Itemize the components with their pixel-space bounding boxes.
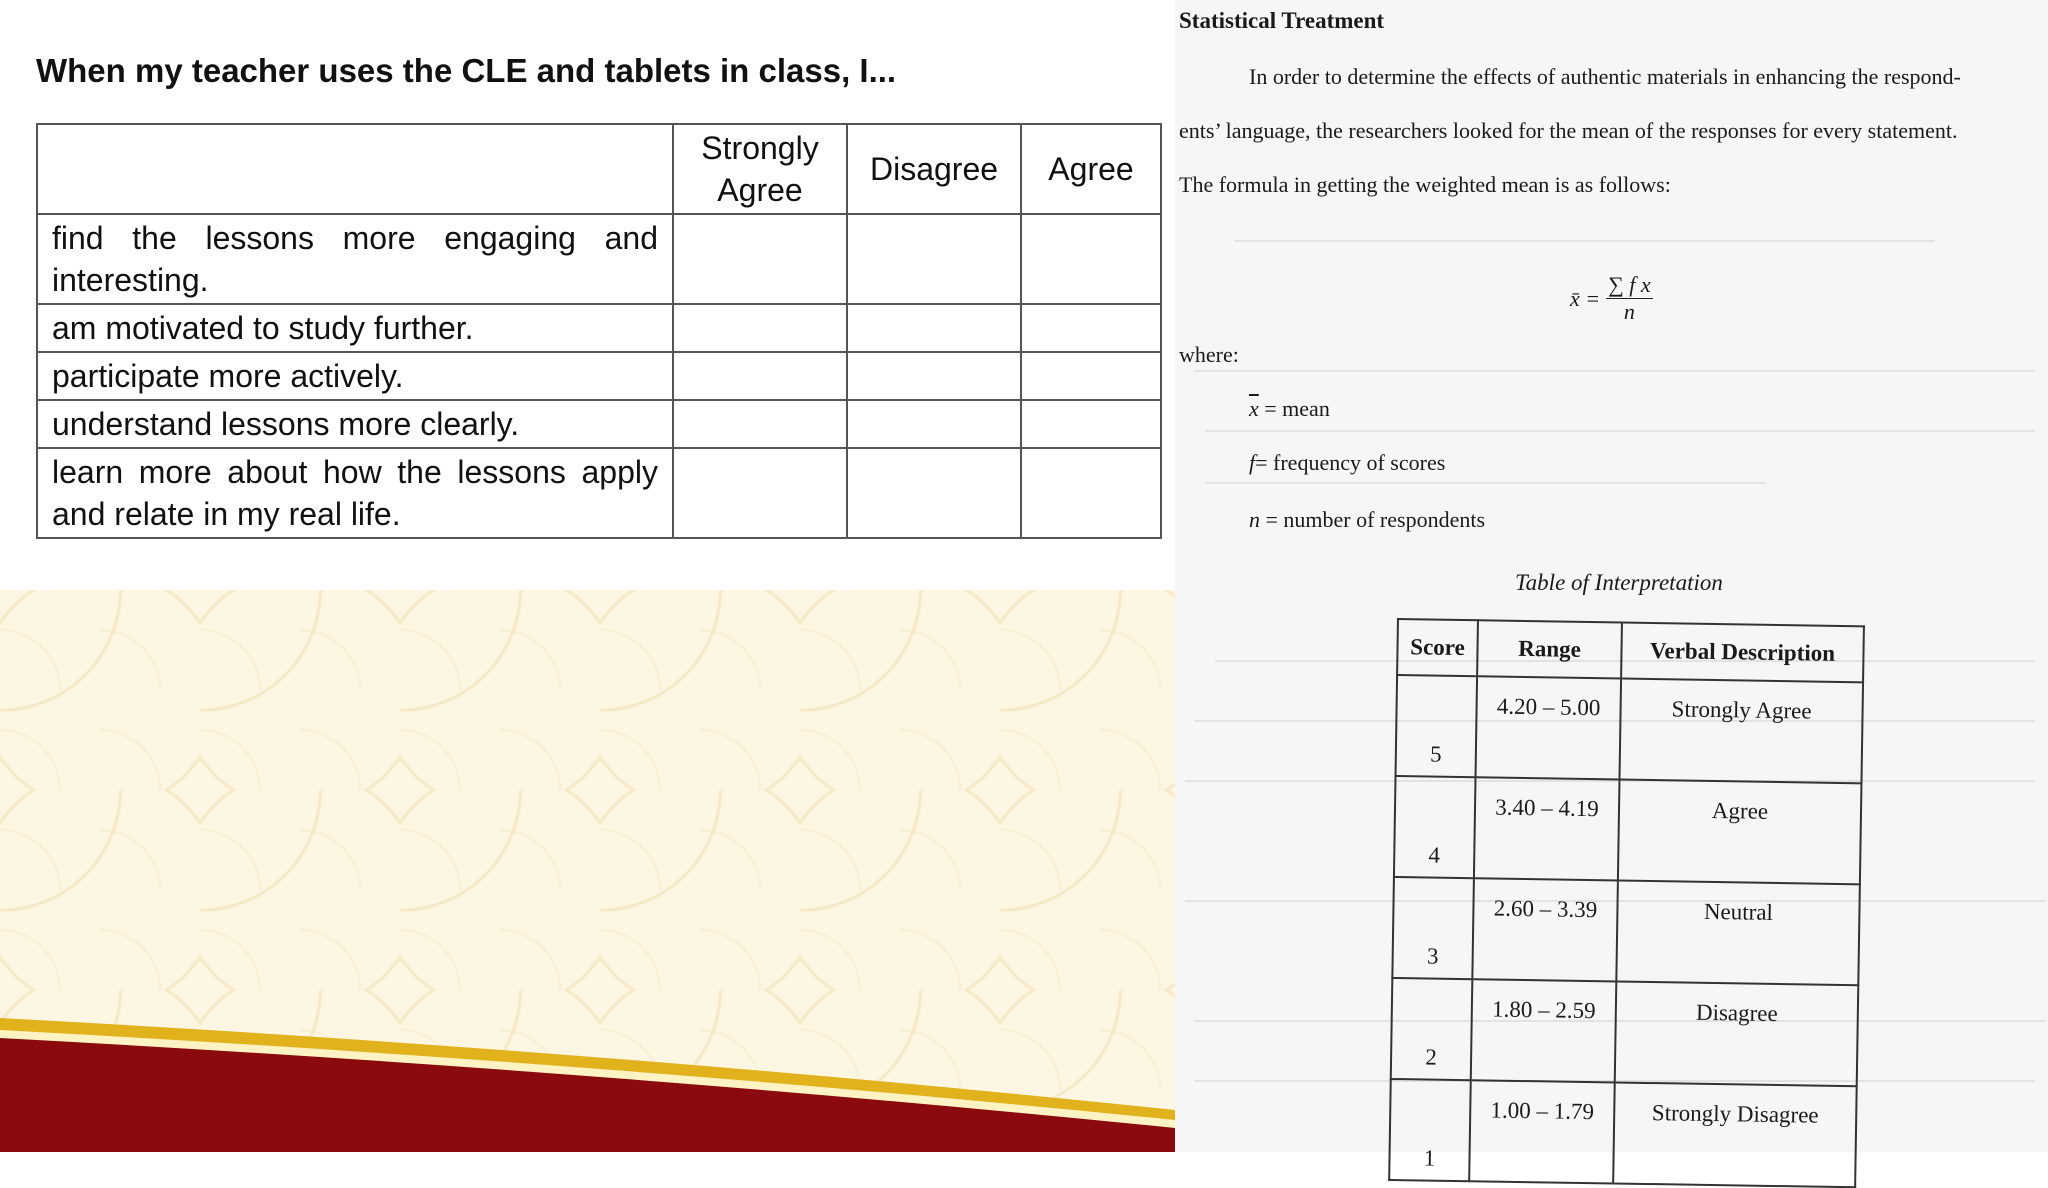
bleed-through-line [1205, 430, 2035, 432]
bleed-through-line [1205, 482, 1765, 484]
where-label: where: [1179, 342, 1239, 367]
range-cell: 3.40 – 4.19 [1474, 777, 1620, 880]
definition-symbol: f [1249, 450, 1256, 475]
formula-denominator: n [1623, 299, 1635, 324]
response-cell [1021, 304, 1161, 352]
response-cell [847, 352, 1021, 400]
interp-header-row [1397, 619, 1864, 682]
table-row [1396, 675, 1864, 783]
response-cell [673, 352, 847, 400]
table-row [1389, 1079, 1857, 1187]
response-cell [847, 400, 1021, 448]
cut-off-cell [1161, 400, 1162, 448]
table-row [37, 352, 1162, 400]
decorative-wave [0, 990, 1175, 1152]
statement-cell: learn more about how the lessons apply and relate in my real life. [37, 448, 673, 538]
interpretation-table [1388, 618, 1865, 1188]
score-cell: 1 [1389, 1079, 1471, 1181]
definition-mean [1249, 396, 1330, 422]
section-heading: Statistical Treatment [1179, 8, 1385, 33]
bleed-through-line [1235, 240, 1935, 242]
header-agree: Agree [1021, 124, 1161, 214]
range-cell: 2.60 – 3.39 [1472, 878, 1618, 981]
response-cell [1021, 352, 1161, 400]
statement-cell: understand lessons more clearly. [37, 400, 673, 448]
definition-respondents [1249, 507, 1485, 533]
formula-numerator: ∑ f x [1608, 272, 1651, 297]
statement-cell: am motivated to study further. [37, 304, 673, 352]
header-verbal-description: Verbal Description [1621, 623, 1864, 683]
response-cell [847, 214, 1021, 304]
survey-header-row [37, 124, 1162, 214]
cut-off-cell [1161, 304, 1162, 352]
weighted-mean-formula [1570, 272, 1653, 325]
response-cell [1021, 214, 1161, 304]
table-row [37, 304, 1162, 352]
score-cell: 5 [1396, 675, 1478, 777]
statement-cell: participate more actively. [37, 352, 673, 400]
description-cell: Strongly Agree [1619, 679, 1863, 784]
table-row [37, 448, 1162, 538]
table-caption: Table of Interpretation [1515, 570, 1723, 595]
survey-table [36, 123, 1162, 539]
paragraph-line: The formula in getting the weighted mean is as follows: [1179, 172, 1671, 197]
header-disagree: Disagree [847, 124, 1021, 214]
table-row [37, 214, 1162, 304]
range-cell: 1.00 – 1.79 [1469, 1080, 1615, 1183]
cut-off-cell [1161, 214, 1162, 304]
response-cell [673, 448, 847, 538]
definition-symbol: $\overline{x}$ [1249, 396, 1259, 421]
table-row [1394, 776, 1862, 884]
paragraph-line: In order to determine the effects of authentic materials in enhancing the respond- [1249, 64, 1961, 89]
table-row [1392, 877, 1860, 985]
score-cell: 4 [1394, 776, 1476, 878]
description-cell: Disagree [1615, 981, 1859, 1086]
response-cell [847, 448, 1021, 538]
response-cell [673, 214, 847, 304]
score-cell: 3 [1392, 877, 1474, 979]
slide-title: When my teacher uses the CLE and tablets in class, I... [36, 52, 897, 89]
definition-frequency [1249, 450, 1445, 476]
definition-symbol: n [1249, 507, 1260, 532]
definition-text: = mean [1264, 396, 1330, 421]
score-cell: 2 [1391, 978, 1473, 1080]
description-cell: Agree [1618, 780, 1862, 885]
description-cell: Neutral [1616, 881, 1860, 986]
table-row [1391, 978, 1859, 1086]
response-cell [673, 400, 847, 448]
formula-lhs: x̄ = [1570, 285, 1601, 311]
response-cell [1021, 400, 1161, 448]
cut-off-column [1161, 124, 1162, 214]
header-range: Range [1477, 620, 1622, 678]
range-cell: 4.20 – 5.00 [1476, 676, 1622, 779]
cut-off-cell [1161, 448, 1162, 538]
response-cell [847, 304, 1021, 352]
scanned-page [1175, 0, 2048, 1171]
paragraph-line: ents’ language, the researchers looked for the mean of the responses for every statement. [1179, 118, 1958, 143]
header-score: Score [1397, 619, 1478, 676]
response-cell [1021, 448, 1161, 538]
definition-text: = frequency of scores [1255, 450, 1446, 475]
definition-text: = number of respondents [1265, 507, 1486, 532]
statement-cell: find the lessons more engaging and interesting. [37, 214, 673, 304]
range-cell: 1.80 – 2.59 [1471, 979, 1617, 1082]
statement-header [37, 124, 673, 214]
formula-fraction [1606, 272, 1653, 325]
description-cell: Strongly Disagree [1613, 1082, 1857, 1187]
bleed-through-line [1195, 370, 2035, 372]
header-strongly-agree: Strongly Agree [673, 124, 847, 214]
response-cell [673, 304, 847, 352]
cut-off-cell [1161, 352, 1162, 400]
table-row [37, 400, 1162, 448]
